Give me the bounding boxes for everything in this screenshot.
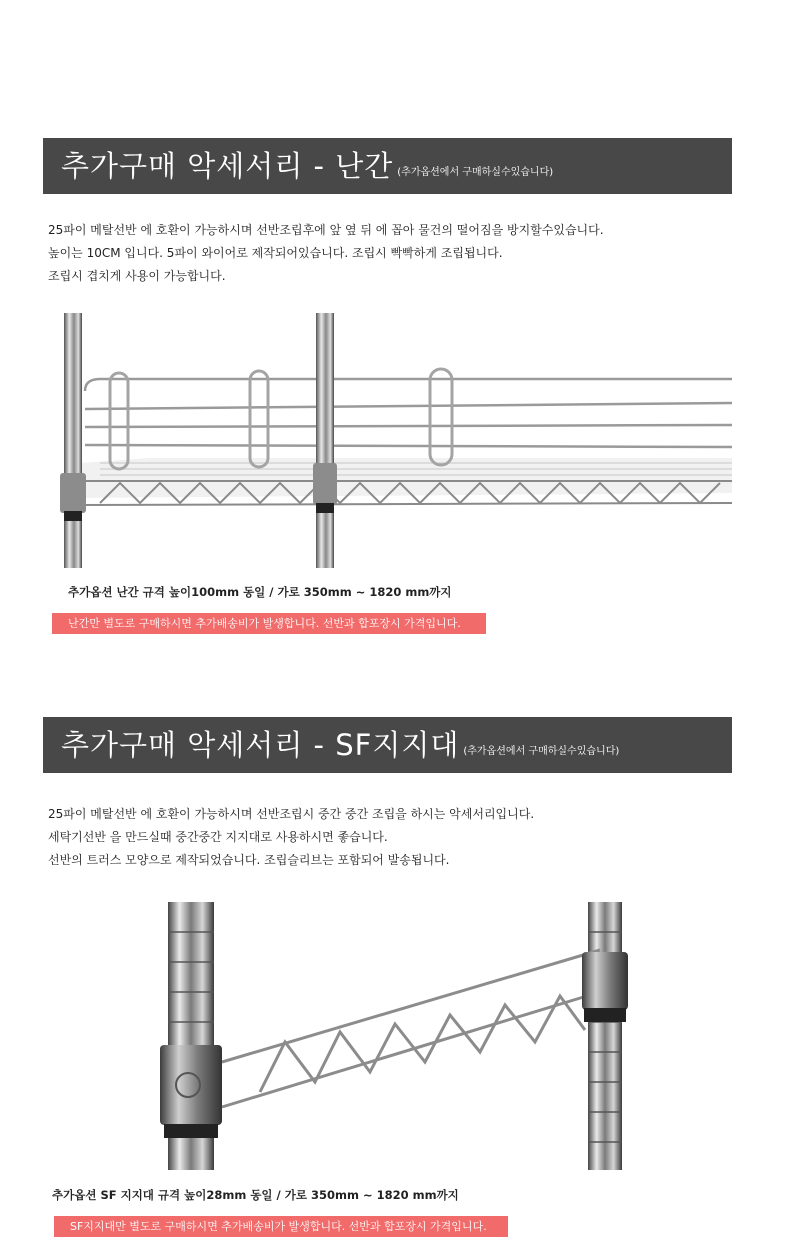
section1-subtitle: (추가옵션에서 구매하실수있습니다) (397, 167, 554, 178)
section1-desc-line: 25파이 메탈선반 에 호환이 가능하시며 선반조립후에 앞 옆 뒤 에 꼽아 물건의 떨어짐을 방지할수있습니다. (48, 223, 604, 237)
section1-desc-line: 조립시 겹치게 사용이 가능합니다. (48, 269, 226, 283)
section2-desc-line: 25파이 메탈선반 에 호환이 가능하시며 선반조립시 중간 중간 조립을 하시는 악세서리입니다. (48, 807, 535, 821)
section2-notice: SF지지대만 별도로 구매하시면 추가배송비가 발생합니다. 선반과 합포장시 가격입니다. (54, 1216, 508, 1237)
sf-support-illustration (160, 902, 635, 1170)
section2-desc-line: 선반의 트러스 모양으로 제작되었습니다. 조립슬리브는 포함되어 발송됩니다. (48, 853, 450, 867)
section2-desc-line: 세탁기선반 을 만드실때 중간중간 지지대로 사용하시면 좋습니다. (48, 830, 388, 844)
section1-title: 추가구매 악세서리 - 난간 (61, 149, 394, 183)
railing-illustration (60, 313, 732, 568)
section2-banner (43, 717, 732, 773)
section2-description (48, 803, 534, 872)
section1-banner (43, 138, 732, 194)
section2-spec: 추가옵션 SF 지지대 규격 높이28mm 동일 / 가로 350mm ~ 1820 mm까지 (52, 1188, 459, 1202)
section2-title: 추가구매 악세서리 - SF지지대 (61, 728, 460, 762)
railing-product-photo (60, 313, 732, 568)
section1-description (48, 219, 604, 288)
section1-desc-line: 높이는 10CM 입니다. 5파이 와이어로 제작되어있습니다. 조립시 빡빡하게 조립됩니다. (48, 246, 503, 260)
section2-subtitle: (추가옵션에서 구매하실수있습니다) (463, 746, 620, 757)
section1-notice: 난간만 별도로 구매하시면 추가배송비가 발생합니다. 선반과 합포장시 가격입니다. (52, 613, 486, 634)
section1-spec: 추가옵션 난간 규격 높이100mm 동일 / 가로 350mm ~ 1820 mm까지 (68, 585, 452, 599)
sf-support-product-photo (160, 902, 635, 1170)
